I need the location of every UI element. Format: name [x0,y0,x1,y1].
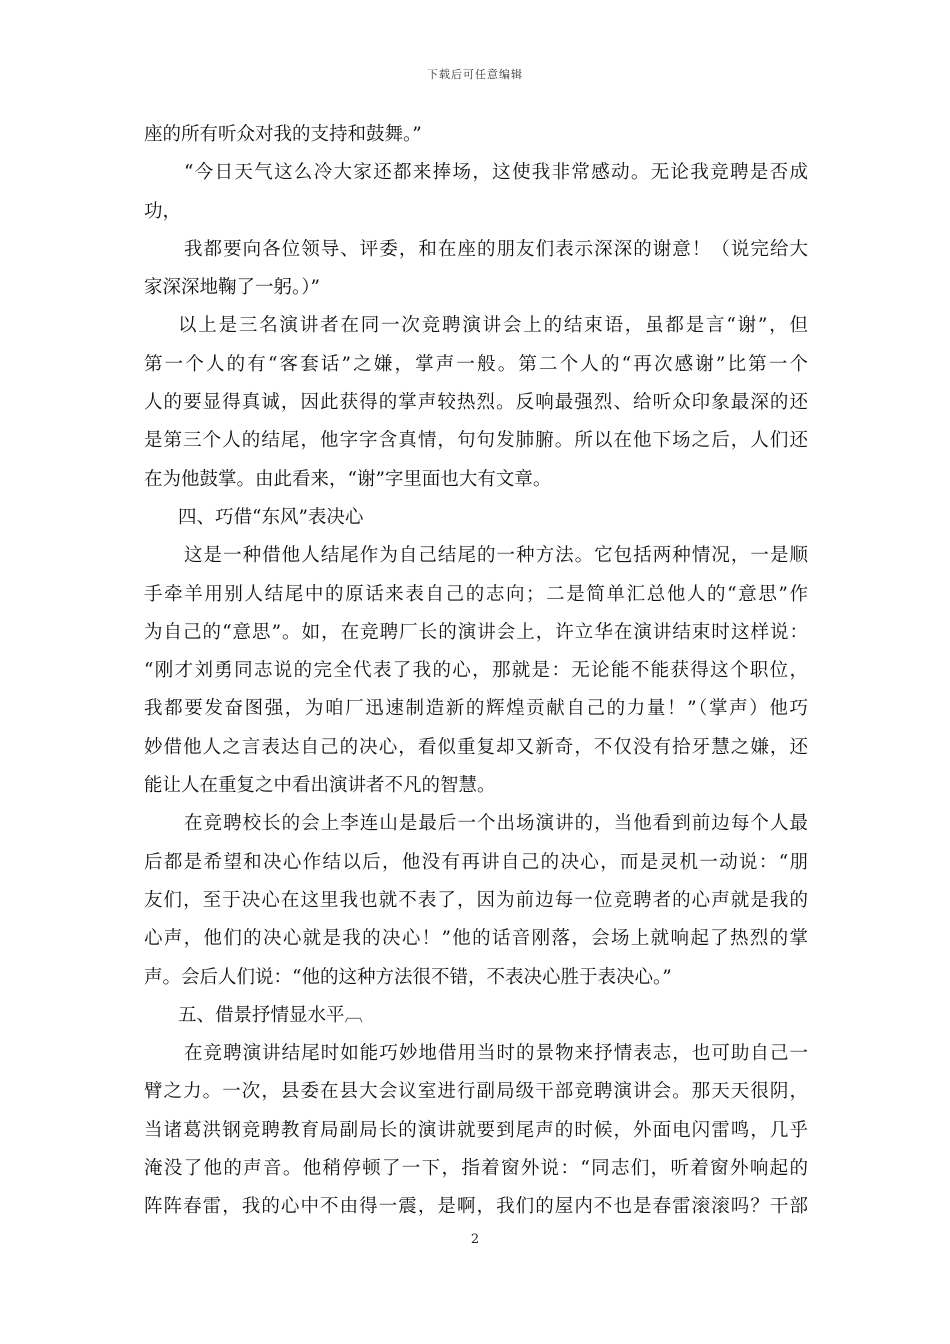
text-line: 座的所有听众对我的支持和鼓舞。” [144,124,422,145]
text-line: 后都是希望和决心作结以后，他没有再讲自己的决心，而是灵机一动说：“朋 [144,851,808,873]
text-line: 家深深地鞠了一躬。）” [144,277,320,299]
text-line: 我都要发奋图强，为咱厂迅速制造新的辉煌贡献自己的力量！”（掌声）他巧 [144,698,808,720]
text-line: 在为他鼓掌。由此看来，“谢”字里面也大有文章。 [144,468,552,490]
text-line: 人的要显得真诚，因此获得的掌声较热烈。反响最强烈、给听众印象最深的还 [144,392,808,414]
text-line: 友们，至于决心在这里我也就不表了，因为前边每一位竞聘者的心声就是我的 [144,889,808,911]
text-line: 是第三个人的结尾，他字字含真情，句句发肺腑。所以在他下场之后，人们还 [144,430,808,452]
page-number: 2 [470,1232,480,1247]
text-line: 功， [144,200,182,222]
text-line: 手牵羊用别人结尾中的原话来表自己的志向；二是简单汇总他人的“意思”作 [144,583,808,605]
document-body [144,116,808,1227]
text-line: 我都要向各位领导、评委，和在座的朋友们表示深深的谢意！（说完给大 [184,238,808,260]
text-line: 以上是三名演讲者在同一次竞聘演讲会上的结束语，虽都是言“谢”，但 [178,315,808,337]
text-line: 在竞聘校长的会上李连山是最后一个出场演讲的，当他看到前边每个人最 [184,813,808,835]
text-line: 臂之力。一次，县委在县大会议室进行副局级干部竞聘演讲会。那天天很阴， [144,1081,808,1103]
text-line: 能让人在重复之中看出演讲者不凡的智慧。 [144,775,496,797]
text-line: “刚才刘勇同志说的完全代表了我的心，那就是：无论能不能获得这个职位， [144,660,808,682]
text-line: 声。会后人们说：“他的这种方法很不错，不表决心胜于表决心。” [144,966,672,988]
section-heading: 五、借景抒情显水平︹ [178,1004,364,1026]
text-line: 心声，他们的决心就是我的决心！”他的话音刚落，会场上就响起了热烈的掌 [144,928,808,950]
text-line: 这是一种借他人结尾作为自己结尾的一种方法。它包括两种情况，一是顺 [184,545,808,567]
section-heading: 四、巧借“东风”表决心 [178,506,364,528]
text-line: 淹没了他的声音。他稍停顿了一下，指着窗外说：“同志们，听着窗外响起的 [144,1158,808,1180]
text-line: 为自己的“意思”。如，在竞聘厂长的演讲会上，许立华在演讲结束时这样说： [144,621,808,643]
text-line: 阵阵春雷，我的心中不由得一震，是啊，我们的屋内不也是春雷滚滚吗？干部 [144,1196,808,1218]
text-line: 当诸葛洪钢竞聘教育局副局长的演讲就要到尾声的时候，外面电闪雷鸣，几乎 [144,1119,808,1141]
text-line: 妙借他人之言表达自己的决心，看似重复却又新奇，不仅没有拾牙慧之嫌，还 [144,736,808,758]
text-line: “今日天气这么冷大家还都来捧场，这使我非常感动。无论我竞聘是否成 [184,162,808,184]
text-line: 第一个人的有“客套话”之嫌，掌声一般。第二个人的“再次感谢”比第一个 [144,353,808,375]
text-line: 在竞聘演讲结尾时如能巧妙地借用当时的景物来抒情表志，也可助自己一 [184,1043,808,1065]
page-header-note: 下载后可任意编辑 [427,68,523,81]
